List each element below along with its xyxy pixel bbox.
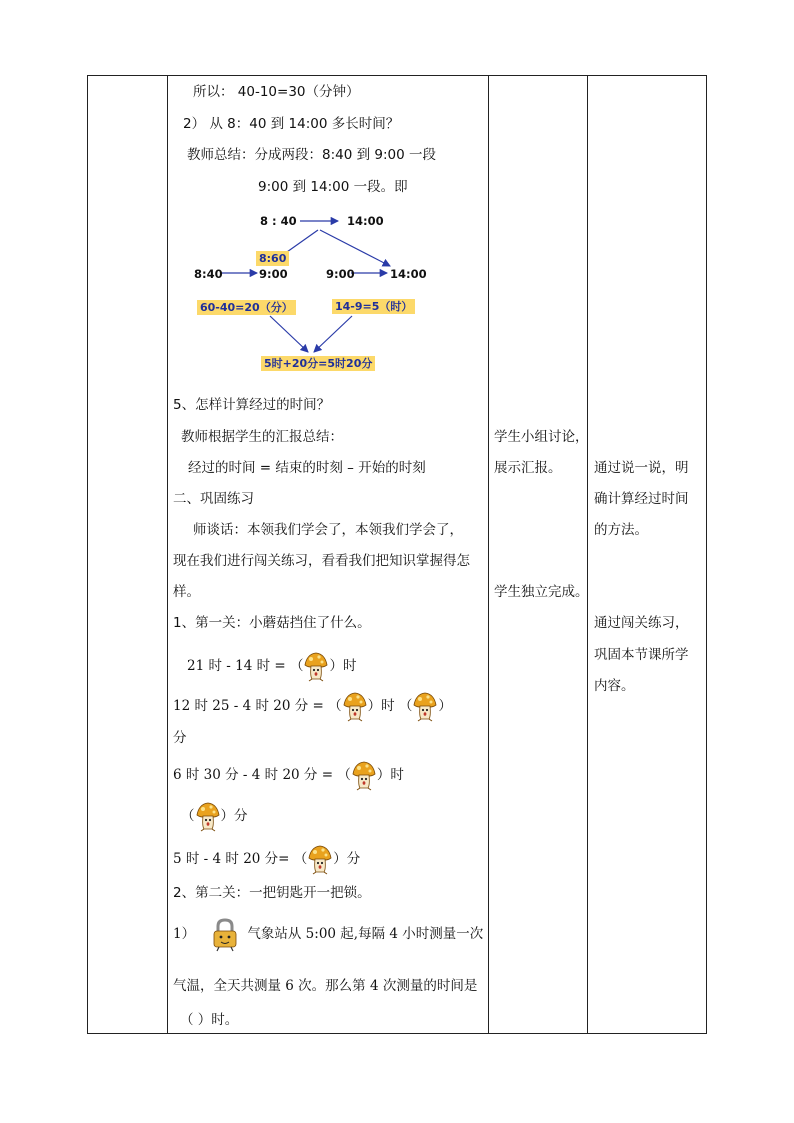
problem-1-line-2: 气温，全天共测量 6 次。那么第 4 次测量的时间是 <box>173 978 478 994</box>
arrow-split-right <box>320 230 390 266</box>
text-line-question-2: 2） 从 8：40 到 14:00 多长时间？ <box>183 116 400 132</box>
problem-1 <box>173 914 483 954</box>
diagram-box-860: 8:60 <box>256 251 289 266</box>
diagram-box-minutes: 60-40=20（分） <box>197 300 296 315</box>
question-3-text: 6 时 30 分 - 4 时 20 分 = （ <box>173 767 351 783</box>
diagram-seg1-end: 9:00 <box>259 267 288 281</box>
question-4 <box>173 841 360 877</box>
diagram-seg2-end: 14:00 <box>390 267 427 281</box>
padlock-icon <box>211 918 239 952</box>
question-3-paren: （ <box>181 808 195 824</box>
text-line-so: 所以： 40-10=30（分钟） <box>193 84 360 100</box>
student-activity-independent: 学生独立完成。 <box>494 584 589 600</box>
arrow-join-left <box>270 316 308 352</box>
diagram-seg1-start: 8:40 <box>194 267 223 281</box>
mushroom-icon <box>303 652 329 682</box>
design-intent-5: 巩固本节课所学 <box>594 647 689 663</box>
question-4-unit: ）分 <box>333 851 361 867</box>
section-heading-practice: 二、巩固练习 <box>173 491 254 507</box>
text-line-teacher-report: 教师根据学生的汇报总结： <box>181 429 343 445</box>
design-intent-4: 通过闯关练习， <box>594 615 689 631</box>
diagram-seg2-start: 9:00 <box>326 267 355 281</box>
question-2 <box>173 688 452 724</box>
design-intent-1: 通过说一说，明 <box>594 460 689 476</box>
question-2-paren: ） <box>438 698 452 714</box>
text-line-how-to-calc: 5、怎样计算经过的时间？ <box>173 397 331 413</box>
problem-1-text: 气象站从 5:00 起,每隔 4 小时测量一次 <box>247 926 484 942</box>
question-2-unit-hour: ）时 （ <box>367 698 413 714</box>
question-2-unit-minute: 分 <box>173 730 187 746</box>
text-line-now-we: 现在我们进行闯关练习，看看我们把知识掌握得怎 <box>173 553 470 569</box>
student-activity-report: 展示汇报。 <box>494 460 562 476</box>
diagram-box-result: 5时+20分=5时20分 <box>261 356 375 371</box>
question-3-unit-minute: ）分 <box>220 808 248 824</box>
design-intent-6: 内容。 <box>594 678 635 694</box>
question-3-unit-hour: ）时 <box>376 767 404 783</box>
question-3-line-2 <box>181 798 248 834</box>
question-4-text: 5 时 - 4 时 20 分= （ <box>173 851 308 867</box>
diagram-arrows <box>0 0 794 400</box>
text-line-formula: 经过的时间 = 结束的时刻 – 开始的时刻 <box>188 460 426 476</box>
diagram-box-hours: 14-9=5（时） <box>332 299 415 314</box>
question-1-unit: ）时 <box>329 658 357 674</box>
mushroom-icon <box>351 761 377 791</box>
text-line-yang: 样。 <box>173 584 200 600</box>
question-1-text: 21 时 - 14 时 = （ <box>187 658 304 674</box>
mushroom-icon <box>342 692 368 722</box>
text-line-level-1: 1、第一关：小蘑菇挡住了什么。 <box>173 615 371 631</box>
text-line-segment-two: 9:00 到 14:00 一段。即 <box>258 179 408 195</box>
mushroom-icon <box>307 845 333 875</box>
question-1 <box>187 649 356 683</box>
text-line-level-2: 2、第二关：一把钥匙开一把锁。 <box>173 885 371 901</box>
arrow-join-right <box>314 316 352 352</box>
student-activity-discuss: 学生小组讨论， <box>494 429 589 445</box>
mushroom-icon <box>195 802 221 832</box>
text-line-teacher-summary: 教师总结：分成两段：8:40 到 9:00 一段 <box>187 147 437 163</box>
problem-1-number: 1） <box>173 926 196 942</box>
question-3 <box>173 757 404 793</box>
diagram-end-time: 14:00 <box>347 214 384 228</box>
problem-1-line-3: （ ）时。 <box>180 1012 239 1028</box>
design-intent-2: 确计算经过时间 <box>594 491 689 507</box>
diagram-start-time: 8 : 40 <box>260 214 297 228</box>
design-intent-3: 的方法。 <box>594 522 648 538</box>
mushroom-icon <box>412 692 438 722</box>
text-line-teacher-talk: 师谈话：本领我们学会了，本领我们学会了， <box>193 522 463 538</box>
question-2-text: 12 时 25 - 4 时 20 分 = （ <box>173 698 342 714</box>
